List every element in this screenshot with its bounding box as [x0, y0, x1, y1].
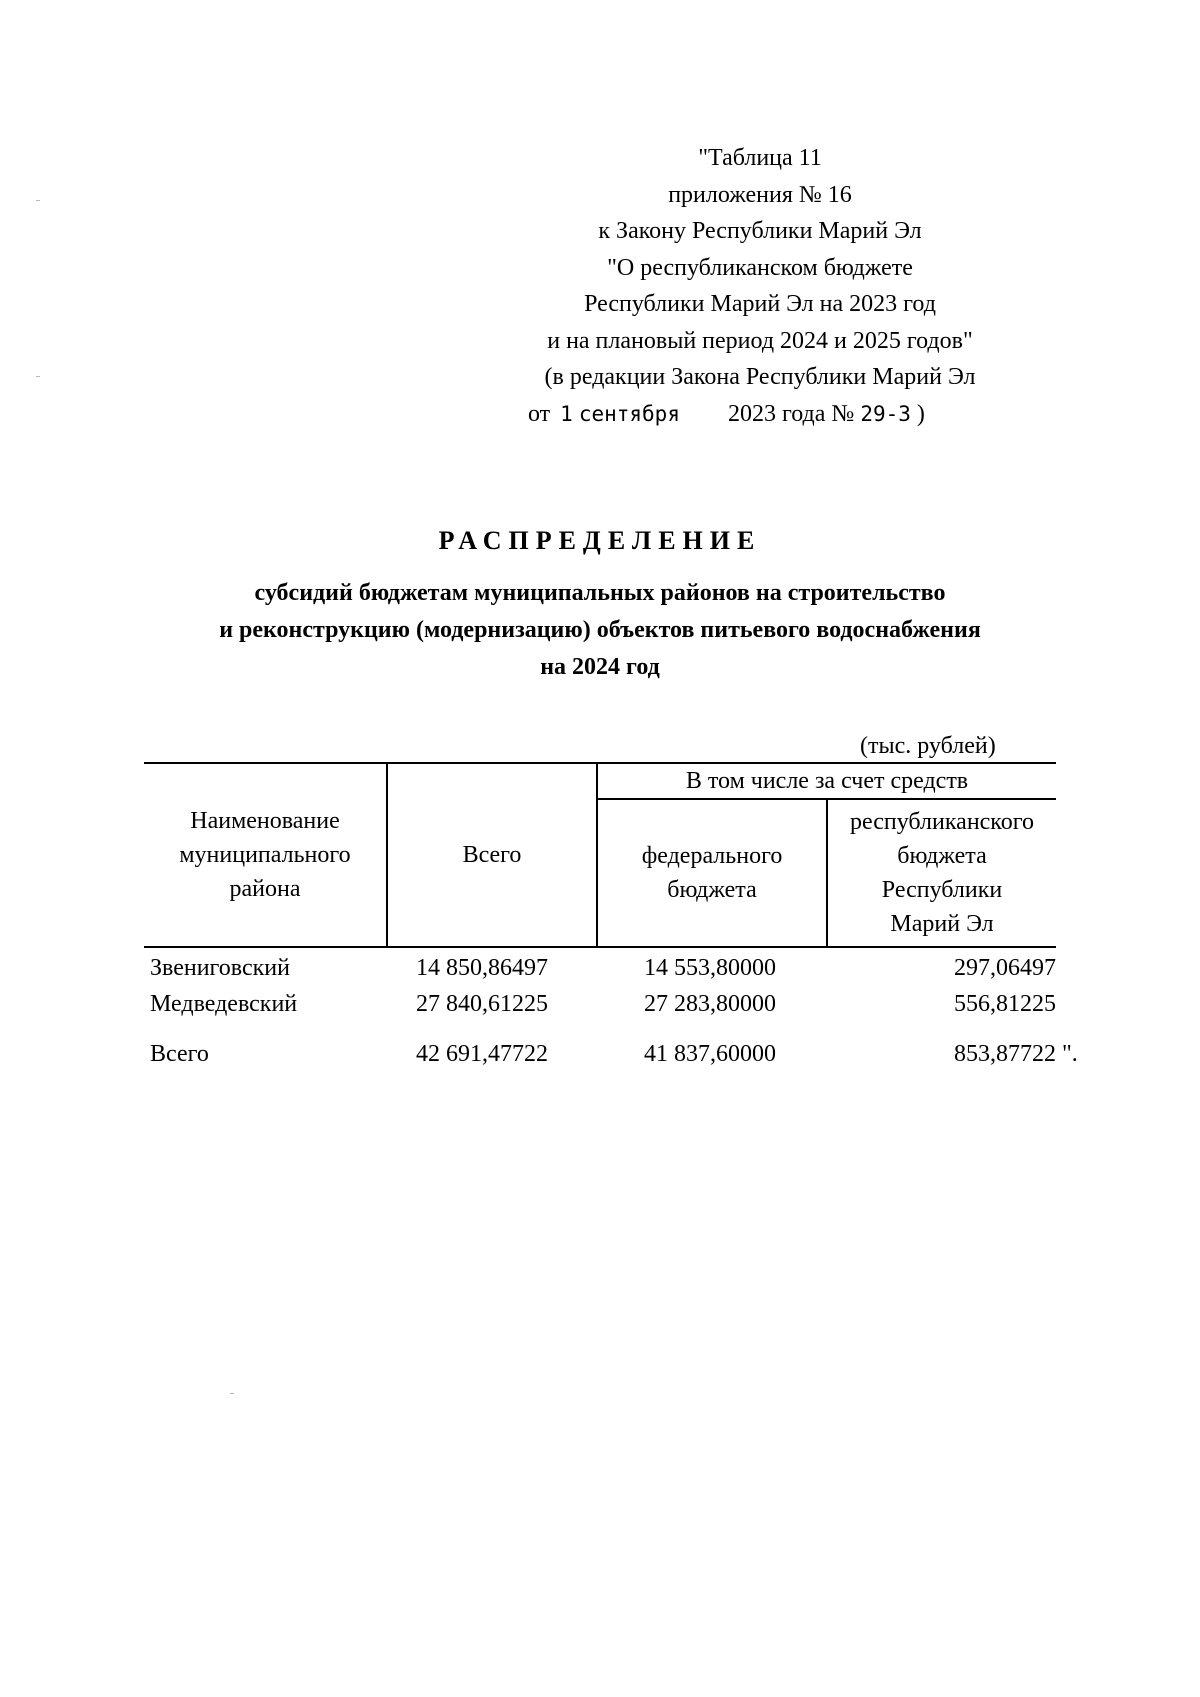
- date-year: 2023 года №: [727, 400, 855, 427]
- header-federal: [598, 800, 826, 946]
- header-including: [598, 764, 1056, 798]
- total-amount: 14 850,86497: [416, 955, 548, 981]
- closing-paren: ): [916, 400, 925, 427]
- subtitle-line: субсидий бюджетам муниципальных районов на строительство: [254, 580, 946, 606]
- district-name: Медведевский: [150, 991, 298, 1017]
- republic-amount: 853,87722: [954, 1041, 1056, 1067]
- district-name: Звениговский: [150, 955, 290, 981]
- header-federal-line: федерального: [641, 843, 783, 869]
- date-day: 1: [560, 401, 573, 426]
- header-republic-line: Республики: [881, 877, 1003, 903]
- header-republic-line: бюджета: [897, 843, 987, 869]
- header-total-label: Всего: [462, 842, 522, 868]
- law-date-line: [460, 396, 1060, 433]
- republic-amount: 297,06497: [954, 955, 1056, 981]
- header-republic-line: республиканского: [850, 809, 1034, 835]
- republic-amount: 556,81225: [954, 991, 1056, 1017]
- scan-speck: [36, 200, 40, 201]
- federal-amount: 41 837,60000: [644, 1041, 776, 1067]
- header-line: "О республиканском бюджете: [607, 254, 913, 281]
- document-title: РАСПРЕДЕЛЕНИЕ: [438, 526, 762, 555]
- scan-speck: [230, 1393, 234, 1394]
- distribution-table: [144, 762, 1078, 1072]
- header-including-label: В том числе за счет средств: [685, 768, 969, 794]
- law-number: 29-3: [860, 401, 911, 426]
- closing-quote: ".: [1062, 1041, 1078, 1067]
- header-name-line: муниципального: [179, 842, 351, 868]
- subtitle-line: на 2024 год: [540, 654, 660, 680]
- total-amount: 27 840,61225: [416, 991, 548, 1017]
- header-line: Республики Марий Эл на 2023 год: [584, 291, 936, 317]
- header-republic-line: Марий Эл: [890, 911, 994, 937]
- table-header: [144, 762, 1056, 948]
- header-line: и на плановый период 2024 и 2025 годов": [547, 327, 973, 354]
- table-row: [144, 986, 1056, 1022]
- header-federal-line: бюджета: [667, 877, 757, 903]
- scan-speck: [36, 376, 40, 377]
- federal-amount: 14 553,80000: [644, 955, 776, 981]
- header-name: [144, 764, 386, 946]
- units-label: (тыс. рублей): [860, 733, 996, 759]
- date-prefix: от: [528, 400, 551, 427]
- total-amount: 42 691,47722: [416, 1041, 548, 1067]
- header-republic: [828, 800, 1056, 946]
- subtitle-line: и реконструкцию (модернизацию) объектов питьевого водоснабжения: [219, 617, 981, 643]
- header-line: "Таблица 11: [698, 145, 822, 171]
- document-subtitle: [0, 575, 1200, 686]
- approval-header: [460, 140, 1060, 432]
- header-line: (в редакции Закона Республики Марий Эл: [544, 364, 976, 390]
- header-line: к Закону Республики Марий Эл: [598, 218, 922, 244]
- table-total-row: [144, 1036, 1078, 1072]
- header-total: [388, 764, 596, 946]
- table-row: [144, 950, 1056, 986]
- total-label: Всего: [150, 1041, 209, 1067]
- federal-amount: 27 283,80000: [644, 991, 776, 1017]
- header-line: приложения № 16: [668, 181, 852, 208]
- date-month: сентября: [578, 401, 680, 426]
- header-name-line: района: [229, 876, 301, 902]
- header-name-line: Наименование: [190, 808, 340, 834]
